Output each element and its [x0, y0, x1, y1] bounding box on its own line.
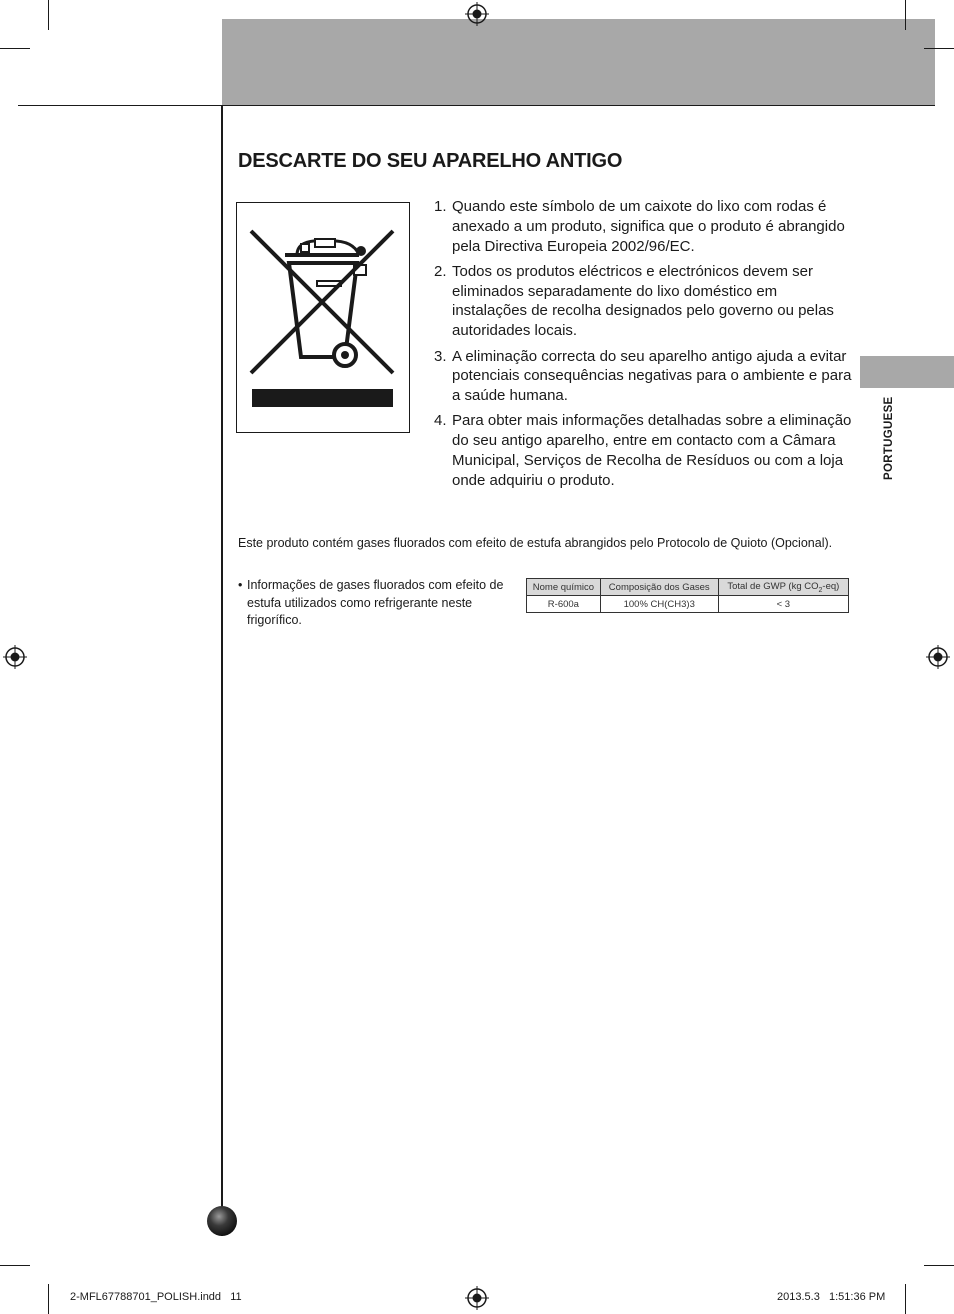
column-header: Composição dos Gases: [600, 579, 718, 596]
list-item: [428, 411, 853, 490]
weee-symbol-box: [236, 202, 410, 433]
gas-bullet: [238, 577, 523, 630]
crop-mark: [0, 48, 30, 49]
language-tab: [860, 356, 954, 388]
table-cell: R-600a: [527, 596, 601, 613]
crop-mark: [48, 0, 49, 30]
gas-table: [526, 578, 849, 613]
step-text: A eliminação correcta do seu aparelho antigo ajuda a evitar potenciais consequências negativas para o ambiente e para a saúde humana.: [452, 347, 852, 405]
margin-rule: [221, 106, 223, 1236]
footer-file-name: 2-MFL67788701_POLISH.indd 11: [70, 1291, 242, 1303]
crop-mark: [0, 1265, 30, 1266]
header-band: [222, 19, 935, 106]
list-item: [428, 262, 853, 341]
step-text: Quando este símbolo de um caixote do lixo com rodas é anexado a um produto, significa que o produto é abrangido pela Directiva Europeia 2002/96/EC.: [452, 198, 845, 255]
table-cell: 100% CH(CH3)3: [600, 596, 718, 613]
gwp-header-suffix: -eq): [822, 580, 840, 592]
step-number: 4.: [434, 412, 447, 430]
step-number: 3.: [434, 347, 447, 365]
header-rule: [18, 105, 935, 106]
crop-mark: [924, 48, 954, 49]
table-row: [527, 596, 849, 613]
footer-timestamp: 2013.5.3 1:51:36 PM: [777, 1291, 886, 1303]
list-item: [428, 347, 853, 406]
crop-mark: [924, 1265, 954, 1266]
table-header-row: [527, 579, 849, 596]
step-text: Para obter mais informações detalhadas sobre a eliminação do seu antigo aparelho, entre em contacto com a Câmara Municipal, Serviços de Recolha de Resíduos ou com a loja onde adquiriu o produto.: [452, 412, 852, 489]
step-text: Todos os produtos eléctricos e electrónicos devem ser eliminados separadamente do lixo doméstico em instalações de recolha designados pelo governo ou pelas autoridades locais.: [452, 262, 834, 340]
registration-mark-icon: [465, 1286, 489, 1310]
step-number: 1.: [434, 198, 447, 215]
gwp-header-text: Total de GWP (kg CO: [727, 580, 819, 592]
crop-mark: [905, 1284, 906, 1314]
disposal-steps: [428, 197, 853, 496]
page-marker-dot: [207, 1206, 237, 1236]
crop-mark: [905, 0, 906, 30]
gas-note: Este produto contém gases fluorados com efeito de estufa abrangidos pelo Protocolo de Quioto (Opcional).: [238, 536, 833, 550]
table-cell: < 3: [718, 596, 848, 613]
language-label: PORTUGUESE: [883, 396, 895, 480]
registration-mark-icon: [465, 2, 489, 26]
crossed-out-wheelie-bin-icon: [237, 203, 409, 432]
registration-mark-icon: [926, 645, 950, 669]
crop-mark: [48, 1284, 49, 1314]
gwp-header-subscript: 2: [818, 586, 823, 594]
section-title: DESCARTE DO SEU APARELHO ANTIGO: [238, 150, 623, 172]
column-header: [718, 579, 848, 596]
step-number: 2.: [434, 262, 447, 280]
list-item: [428, 197, 853, 256]
bullet-marker: •: [238, 578, 243, 592]
gas-bullet-text: Informações de gases fluorados com efeito de estufa utilizados como refrigerante neste frigorífico.: [247, 578, 504, 627]
column-header: Nome químico: [527, 579, 601, 596]
registration-mark-icon: [3, 645, 27, 669]
